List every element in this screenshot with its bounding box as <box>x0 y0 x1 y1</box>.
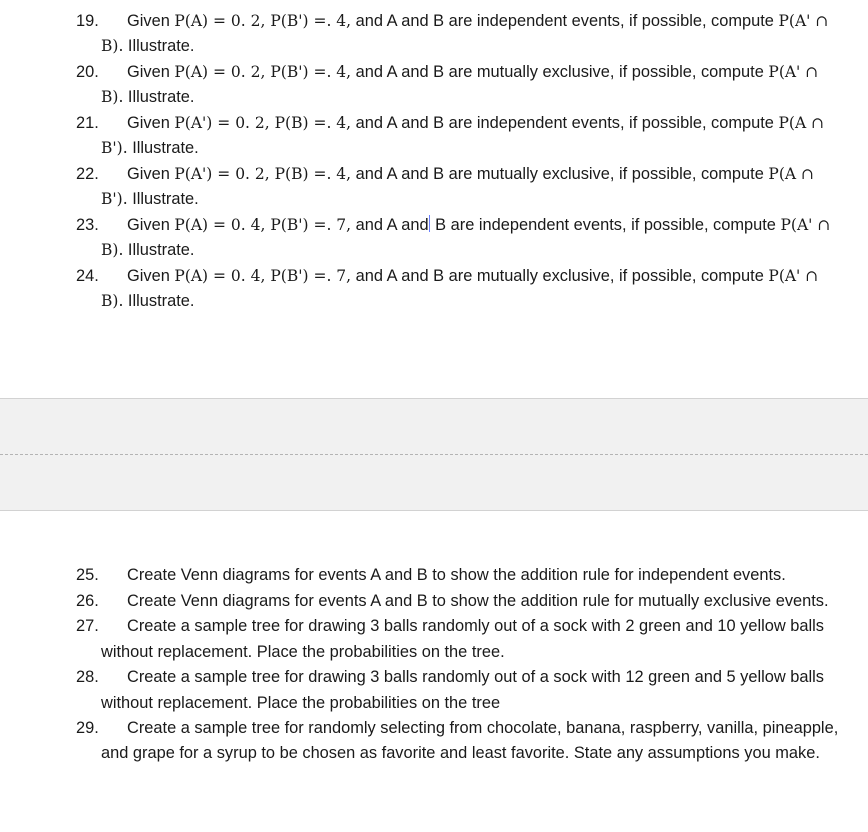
question-text: and A and <box>351 215 429 234</box>
question-27 <box>76 614 846 664</box>
question-text: and A and B are mutually exclusive, if possible, compute <box>351 62 769 81</box>
question-text: Create Venn diagrams for events A and B to show the addition rule for mutually exclusive events. <box>127 591 829 610</box>
math-expression: P(A' ∩ B). <box>101 266 819 310</box>
question-text: Given <box>127 12 175 30</box>
question-text: Create a sample tree for randomly selecting from chocolate, banana, raspberry, vanilla, pineapple, and grape for a syrup to be chosen as favorite and least favorite. State any assumptions you make. <box>101 719 839 763</box>
page-gap <box>0 398 868 511</box>
question-text: Create a sample tree for drawing 3 balls randomly out of a sock with 12 green and 5 yellow balls without replacement. Place the probabilities on the tree <box>101 668 824 712</box>
question-text: Given <box>127 266 175 285</box>
question-text: Given <box>127 113 175 132</box>
question-text: and A and B are independent events, if possible, compute <box>351 12 779 30</box>
question-list-bottom <box>76 563 846 767</box>
question-text: Create Venn diagrams for events A and B to show the addition rule for independent events. <box>127 566 786 584</box>
question-19 <box>76 9 836 59</box>
question-number: 25. <box>76 566 99 584</box>
question-text: Given <box>127 164 175 183</box>
question-22 <box>76 162 836 212</box>
math-expression: P(A) = 0. 2, P(B') =. 4, <box>174 12 352 30</box>
question-text: Given <box>127 215 175 234</box>
question-23 <box>76 213 836 263</box>
math-expression: P(A ∩ B'). <box>101 113 825 158</box>
math-expression: P(A ∩ B'). <box>101 164 814 208</box>
question-number: 19. <box>76 12 99 30</box>
question-text: Illustrate. <box>123 291 195 310</box>
question-text: and A and B are independent events, if possible, compute <box>351 113 779 132</box>
question-text: B are independent events, if possible, compute <box>430 215 781 234</box>
question-number: 27. <box>76 617 99 636</box>
math-expression: P(A' ∩ B). <box>101 215 831 259</box>
question-text: Illustrate. <box>123 88 195 107</box>
question-list-top <box>76 9 836 314</box>
question-text: Create a sample tree for drawing 3 balls randomly out of a sock with 2 green and 10 yellow balls without replacement. Place the probabilities on the tree. <box>101 617 824 661</box>
math-expression: P(A) = 0. 4, P(B') =. 7, <box>174 215 352 234</box>
question-number: 22. <box>76 164 99 183</box>
question-number: 28. <box>76 668 99 687</box>
question-21 <box>76 111 836 161</box>
question-text: Illustrate. <box>127 139 199 158</box>
question-28 <box>76 665 846 715</box>
math-expression: P(A' ∩ B). <box>101 12 829 56</box>
math-expression: P(A) = 0. 2, P(B') =. 4, <box>174 62 352 81</box>
page-break-line <box>0 454 868 455</box>
question-number: 29. <box>76 719 99 738</box>
question-text: Given <box>127 62 175 81</box>
question-number: 20. <box>76 62 99 81</box>
question-number: 26. <box>76 591 99 610</box>
math-expression: P(A') = 0. 2, P(B) =. 4, <box>174 164 352 183</box>
document-page-top <box>0 0 868 398</box>
question-text: Illustrate. <box>127 189 199 208</box>
question-text: and A and B are mutually exclusive, if possible, compute <box>351 164 769 183</box>
question-29 <box>76 716 846 766</box>
math-expression: P(A' ∩ B). <box>101 62 819 107</box>
question-text: and A and B are mutually exclusive, if possible, compute <box>351 266 769 285</box>
math-expression: P(A) = 0. 4, P(B') =. 7, <box>174 266 352 285</box>
question-text: Illustrate. <box>123 37 195 56</box>
question-number: 23. <box>76 215 99 234</box>
question-24 <box>76 264 836 314</box>
question-26 <box>76 589 846 614</box>
question-text: Illustrate. <box>123 240 195 259</box>
question-number: 21. <box>76 113 99 132</box>
question-number: 24. <box>76 266 99 285</box>
question-20 <box>76 60 836 110</box>
question-25 <box>76 563 846 588</box>
math-expression: P(A') = 0. 2, P(B) =. 4, <box>174 113 352 132</box>
